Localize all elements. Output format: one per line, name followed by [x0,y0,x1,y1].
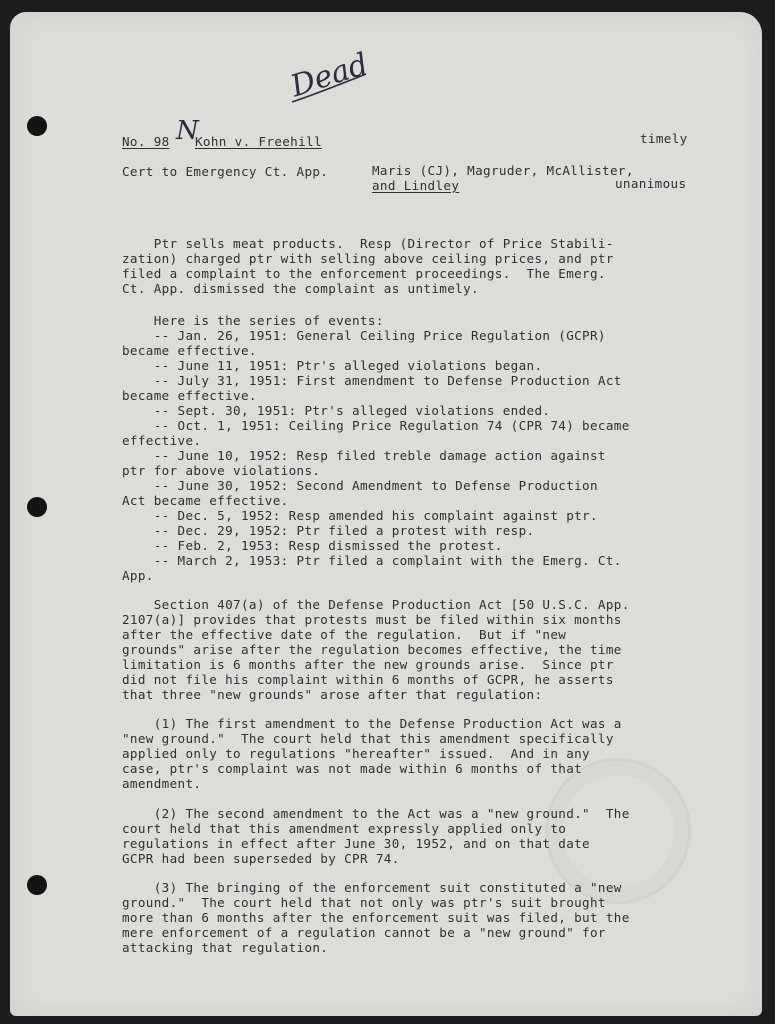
case-title: Kohn v. Freehill [195,134,322,149]
decision-label: unanimous [615,176,687,191]
judges-line-1: Maris (CJ), Magruder, McAllister, [372,163,634,178]
handwritten-mark: N [176,116,199,146]
paragraph-facts: Ptr sells meat products. Resp (Director of Price Stabili- zation) charged ptr with selling above ceiling prices, and ptr filed a complaint to the enforcement proceedings. The Emerg. Ct. App. dismissed the complaint as untimely. [122,236,614,296]
binder-hole-bottom [27,875,47,895]
case-number: No. 98 [122,134,170,149]
handwritten-underline [286,52,376,112]
point-2: (2) The second amendment to the Act was a "new ground." The court held that this amendment expressly applied only to regulations in effect after June 30, 1952, and on that date GCPR had been superseded by CPR 74. [122,806,630,866]
point-3: (3) The bringing of the enforcement suit constituted a "new ground." The court held that not only was ptr's suit brought more than 6 months after the enforcement suit was filed, but the mere enforcement of a regulation cannot be a "new ground" for attacking that regulation. [122,880,630,955]
paragraph-statute: Section 407(a) of the Defense Production Act [50 U.S.C. App. 2107(a)] provides that protests must be filed within six months after the effective date of the regulation. But if "new grounds" arise after the regulation becomes effective, the time limitation is 6 months after the new grounds arise. Since ptr did not file his complaint within 6 months of GCPR, he asserts that three "new grounds" arose after that regulation: [122,597,630,702]
cert-line: Cert to Emergency Ct. App. [122,164,329,179]
timeliness-label: timely [640,131,688,146]
paragraph-timeline: Here is the series of events: -- Jan. 26, 1951: General Ceiling Price Regulation (GCPR) became effective. -- June 11, 1951: Ptr's alleged violations began. -- July 31, 1951: First amendment to Defense Production Act became effective. -- Sept. 30, 1951: Ptr's alleged violations ended. -- Oct. 1, 1951: Ceiling Price Regulation 74 (CPR 74) became effective. -- June 10, 1952: Resp filed treble damage action against ptr for above violations. -- June 30, 1952: Second Amendment to Defense Production Act became effective. -- Dec. 5, 1952: Resp amended his complaint against ptr. -- Dec. 29, 1952: Ptr filed a protest with resp. -- Feb. 2, 1953: Resp dismissed the protest. -- March 2, 1953: Ptr filed a complaint with the Emerg. Ct. App. [122,313,630,583]
handwritten-note: Dead [286,46,373,105]
binder-hole-top [27,116,47,136]
judges-line-2: and Lindley [372,178,460,193]
point-1: (1) The first amendment to the Defense Production Act was a "new ground." The court held that this amendment specifically applied only to regulations "hereafter" issued. And in any case, ptr's complaint was not made within 6 months of that amendment. [122,716,622,791]
binder-hole-middle [27,497,47,517]
